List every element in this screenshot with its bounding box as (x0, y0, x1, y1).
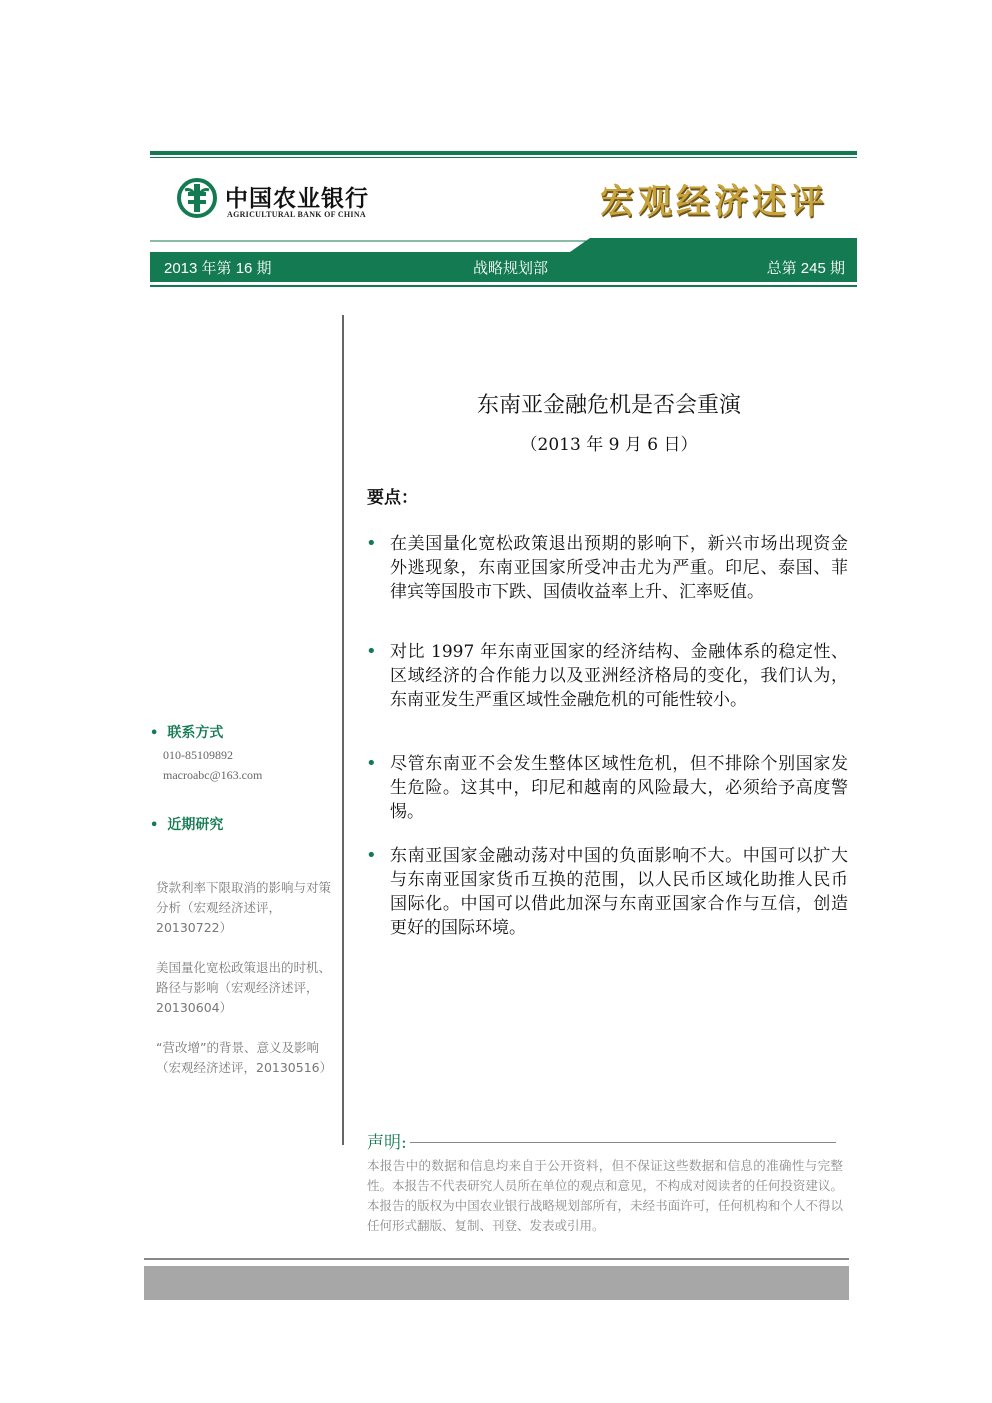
bullet-icon: • (366, 533, 377, 554)
header-top-rule (150, 151, 857, 155)
bullet-icon: • (150, 726, 168, 741)
article-title: 东南亚金融危机是否会重演 (476, 393, 741, 418)
contact-heading (150, 722, 223, 742)
keypoints-label: 要点： (367, 488, 418, 508)
recent-research-label: 近期研究 (167, 817, 224, 833)
disclaimer-rule (410, 1142, 836, 1143)
key-point-text: 东南亚国家金融动荡对中国的负面影响不大。中国可以扩大与东南亚国家货币互换的范围，以人民币区域化助推人民币国际化。中国可以借此加深与东南亚国家合作与互信，创造更好的国际环境。 (390, 846, 848, 938)
abc-emblem-icon (177, 178, 217, 218)
bullet-icon: • (150, 818, 168, 833)
bullet-icon: • (366, 641, 377, 662)
disclaimer-text: 本报告中的数据和信息均来自于公开资料，但不保证这些数据和信息的准确性与完整性。本报告不代表研究人员所在单位的观点和意见，不构成对阅读者的任何投资建议。本报告的版权为中国农业银行战略规划部所有，未经书面许可，任何机构和个人不得以任何形式翻版、复制、刊登、发表或引用。 (367, 1158, 843, 1233)
bullet-icon: • (366, 753, 377, 774)
footer-rule (144, 1258, 849, 1260)
recent-research-item[interactable]: 美国量化宽松政策退出的时机、路径与影响（宏观经济述评，20130604） (156, 960, 332, 1015)
contact-phone: 010-85109892 (163, 748, 233, 762)
recent-research-heading (150, 814, 223, 834)
contact-email[interactable]: macroabc@163.com (163, 768, 263, 782)
key-point-text: 对比 1997 年东南亚国家的经济结构、金融体系的稳定性、区域经济的合作能力以及亚洲经济格局的变化，我们认为，东南亚发生严重区域性金融危机的可能性较小。 (390, 642, 848, 710)
disclaimer-label: 声明: (367, 1133, 407, 1153)
footer-band (144, 1266, 849, 1300)
bank-name-chinese: 中国农业银行 (225, 185, 369, 212)
article-date: （2013 年 9 月 6 日） (520, 435, 698, 455)
recent-research-item[interactable]: 贷款利率下限取消的影响与对策分析（宏观经济述评，20130722） (156, 880, 332, 935)
department-name: 战略规划部 (473, 260, 549, 277)
recent-research-item[interactable]: “营改增”的背景、意义及影响（宏观经济述评，20130516） (156, 1040, 333, 1075)
contact-heading-label: 联系方式 (167, 725, 224, 741)
issue-info-bar (150, 252, 857, 282)
key-point-text: 尽管东南亚不会发生整体区域性危机，但不排除个别国家发生危险。这其中，印尼和越南的风险最大，必须给予高度警惕。 (390, 754, 848, 822)
issue-number: 2013 年第 16 期 (164, 260, 272, 277)
report-series-title: 宏观经济述评 (600, 182, 828, 222)
header-green-wedge (150, 230, 857, 252)
info-bar-underline (150, 285, 857, 287)
total-issue-number: 总第 245 期 (766, 260, 845, 277)
key-point-text: 在美国量化宽松政策退出预期的影响下，新兴市场出现资金外逃现象，东南亚国家所受冲击尤为严重。印尼、泰国、菲律宾等国股市下跌、国债收益率上升、汇率贬值。 (390, 534, 848, 602)
bank-logo (177, 178, 397, 224)
bullet-icon: • (366, 845, 377, 866)
bank-name-english: AGRICULTURAL BANK OF CHINA (227, 210, 367, 219)
header-top-rule-thin (150, 157, 857, 158)
